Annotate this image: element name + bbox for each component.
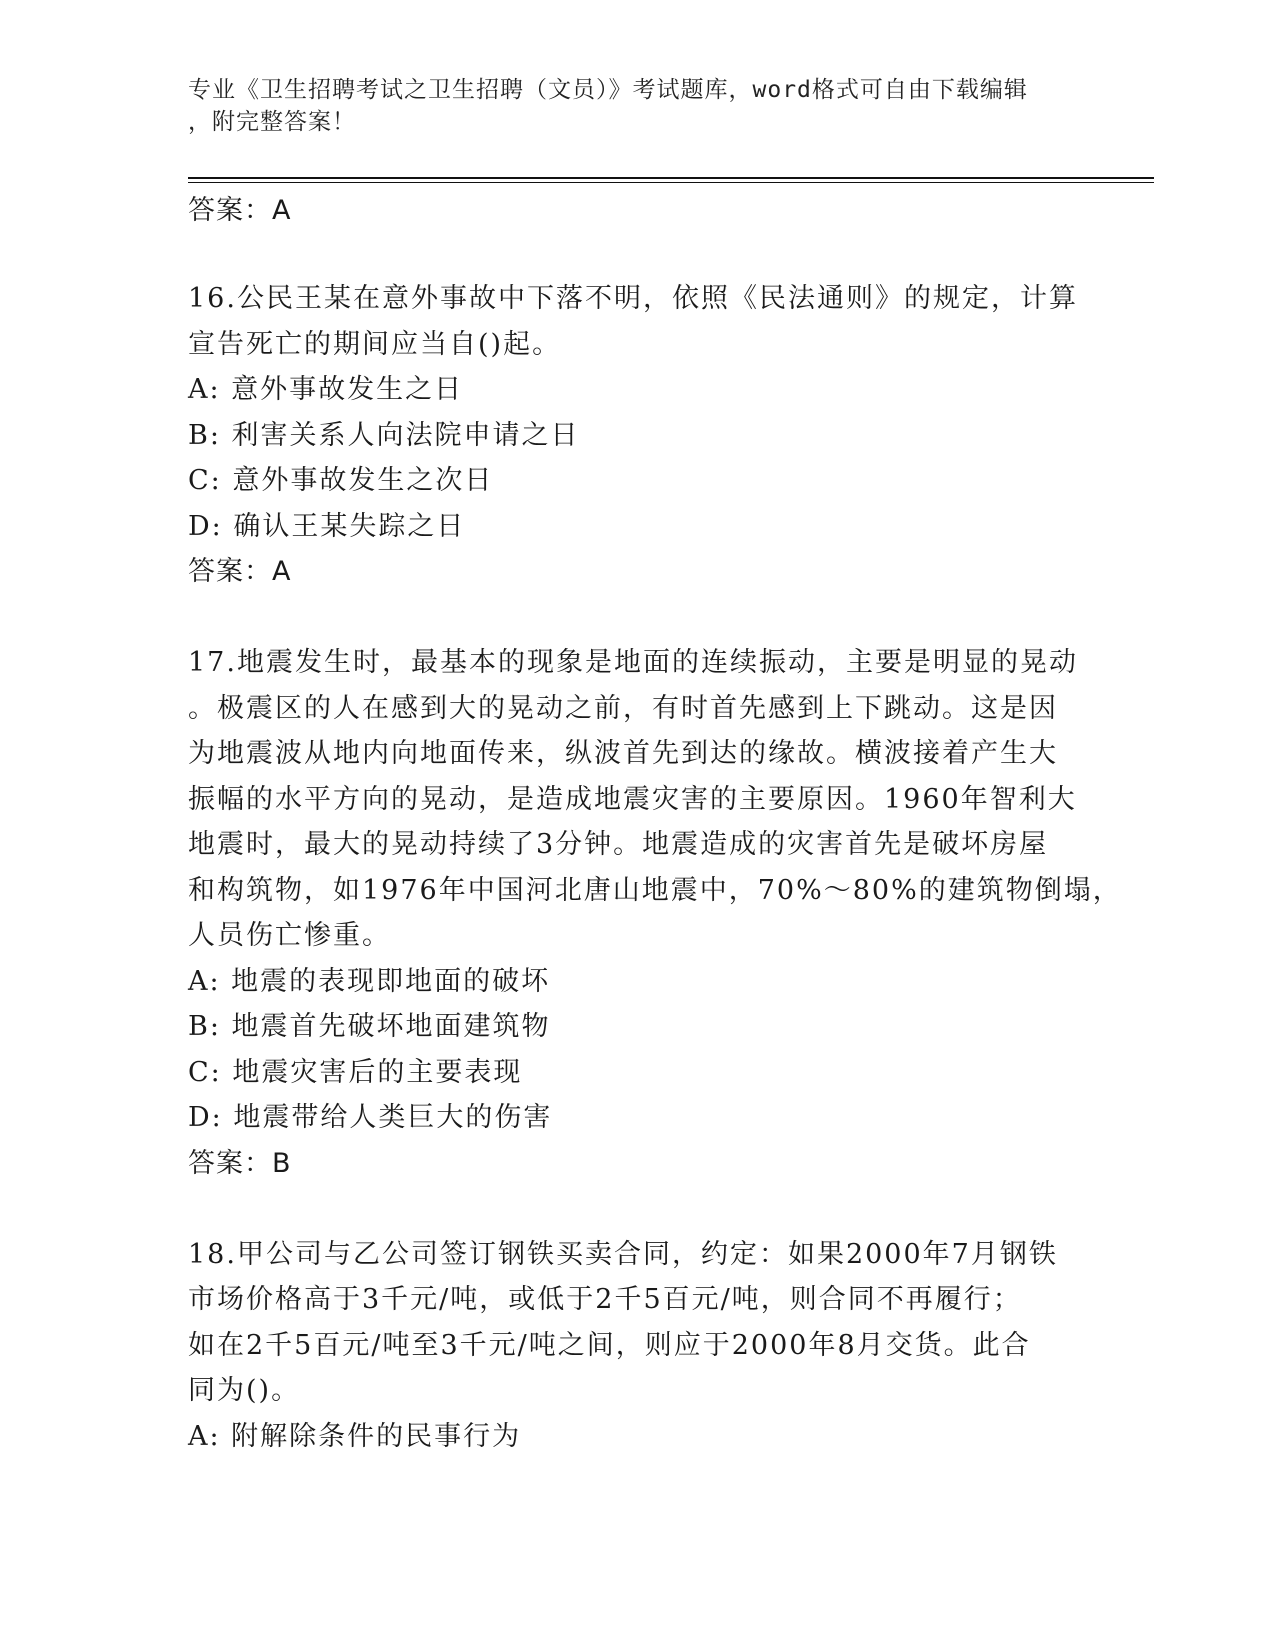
question-text-line: 16.公民王某在意外事故中下落不明，依照《民法通则》的规定，计算	[188, 283, 1078, 314]
page-header	[188, 74, 1088, 138]
question-text-line: 如在2千5百元/吨至3千元/吨之间，则应于2000年8月交货。此合	[188, 1329, 1031, 1361]
question-text-line: 18.甲公司与乙公司签订钢铁买卖合同，约定：如果2000年7月钢铁	[188, 1238, 1058, 1270]
option-c: C: 意外事故发生之次日	[188, 465, 494, 496]
header-line-2: ，附完整答案！	[188, 109, 356, 135]
option-d: D: 确认王某失踪之日	[188, 510, 466, 542]
option-b: B: 地震首先破坏地面建筑物	[188, 1011, 551, 1042]
question-18	[188, 1232, 1088, 1460]
option-b: B: 利害关系人向法院申请之日	[188, 419, 580, 451]
question-text-line: 为地震波从地内向地面传来，纵波首先到达的缘故。横波接着产生大	[188, 738, 1058, 769]
option-a: A: 意外事故发生之日	[188, 374, 464, 405]
spacer	[188, 595, 1088, 640]
spacer	[188, 1187, 1088, 1232]
question-17	[188, 640, 1122, 1187]
question-text-line: 和构筑物，如1976年中国河北唐山地震中，70%～80%的建筑物倒塌，	[188, 874, 1122, 906]
question-text-line: 地震时，最大的晃动持续了3分钟。地震造成的灾害首先是破坏房屋	[188, 829, 1049, 860]
question-text-line: 宣告死亡的期间应当自()起。	[188, 328, 562, 360]
option-a: A: 附解除条件的民事行为	[188, 1420, 522, 1452]
header-rule-thick	[188, 177, 1154, 179]
question-text-line: 。极震区的人在感到大的晃动之前，有时首先感到上下跳动。这是因	[188, 692, 1058, 724]
previous-answer: 答案：A	[188, 195, 292, 226]
answer: 答案：A	[188, 556, 292, 587]
spacer	[188, 234, 1088, 276]
option-c: C: 地震灾害后的主要表现	[188, 1056, 523, 1088]
header-rule-thin	[188, 182, 1154, 183]
question-16	[188, 276, 1088, 595]
question-text-line: 市场价格高于3千元/吨，或低于2千5百元/吨，则合同不再履行；	[188, 1284, 1022, 1315]
header-line-1: 专业《卫生招聘考试之卫生招聘（文员）》考试题库，word格式可自由下载编辑	[188, 77, 1028, 103]
question-text-line: 同为()。	[188, 1375, 301, 1406]
question-text-line: 17.地震发生时，最基本的现象是地面的连续振动，主要是明显的晃动	[188, 647, 1078, 678]
answer: 答案：B	[188, 1147, 292, 1179]
option-d: D: 地震带给人类巨大的伤害	[188, 1102, 553, 1133]
exam-content	[188, 188, 1122, 1459]
question-text-line: 振幅的水平方向的晃动，是造成地震灾害的主要原因。1960年智利大	[188, 783, 1077, 815]
option-a: A: 地震的表现即地面的破坏	[188, 965, 551, 997]
question-text-line: 人员伤亡惨重。	[188, 920, 391, 951]
